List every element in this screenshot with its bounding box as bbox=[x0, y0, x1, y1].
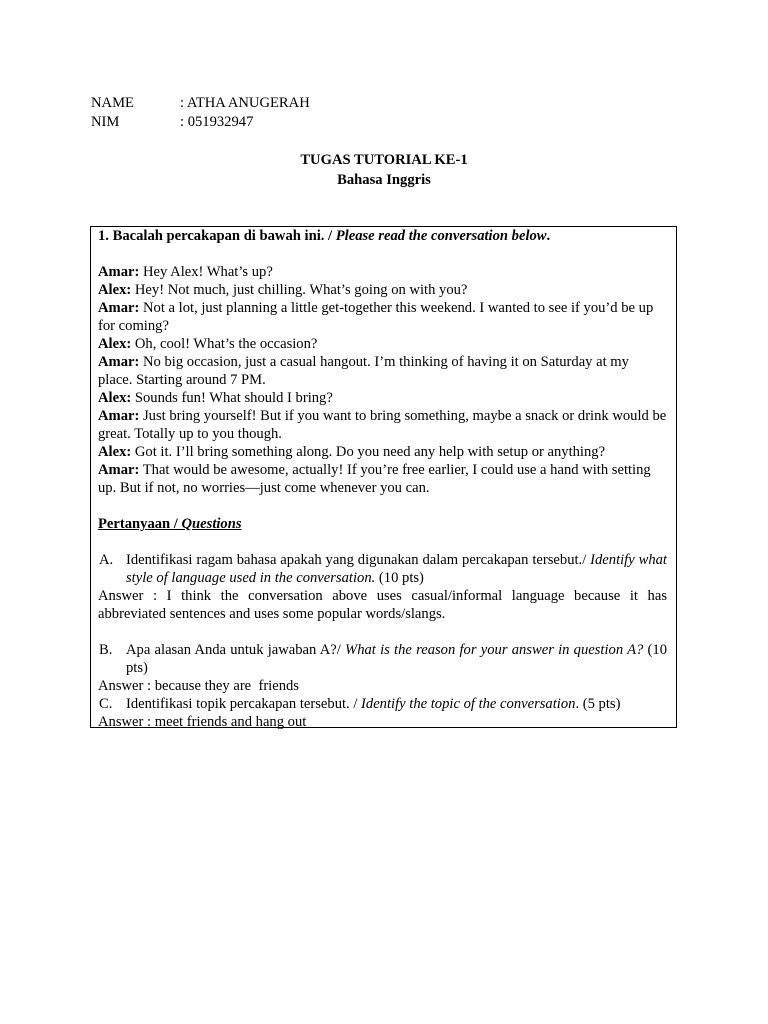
document-title bbox=[0, 150, 768, 190]
question-text-id: Apa alasan Anda untuk jawaban A?/ bbox=[126, 642, 346, 658]
question-text-id: Identifikasi topik percakapan tersebut. / bbox=[126, 696, 362, 712]
question-text bbox=[126, 641, 667, 677]
dialogue-text: Just bring yourself! But if you want to bring something, maybe a snack or drink would be great. Totally up to you though. bbox=[98, 408, 667, 442]
instruction-en: Please read the conversation below bbox=[335, 228, 547, 244]
spacer bbox=[98, 533, 667, 551]
question-letter: C. bbox=[99, 696, 113, 712]
question-text-en: What is the reason for your answer in question A? bbox=[345, 642, 644, 658]
question-b bbox=[98, 641, 667, 677]
speaker: Alex: bbox=[98, 444, 132, 460]
title-line-1: TUGAS TUTORIAL KE-1 bbox=[300, 152, 468, 168]
dialogue-line bbox=[98, 443, 667, 461]
question-a bbox=[98, 551, 667, 587]
dialogue-line bbox=[98, 461, 667, 497]
question-text bbox=[126, 551, 667, 587]
dialogue-text: That would be awesome, actually! If you’re free earlier, I could use a hand with setting up. But if not, no worries—just come whenever you can. bbox=[98, 462, 651, 496]
spacer bbox=[98, 497, 667, 515]
question-points: (10 pts) bbox=[375, 570, 424, 586]
dialogue-text: Hey! Not much, just chilling. What’s going on with you? bbox=[131, 282, 468, 298]
nim-value: : 051932947 bbox=[180, 114, 254, 130]
name-value: : ATHA ANUGERAH bbox=[180, 95, 310, 111]
speaker: Alex: bbox=[98, 390, 132, 406]
title-line-2: Bahasa Inggris bbox=[337, 172, 431, 188]
spacer bbox=[98, 623, 667, 641]
speaker: Amar: bbox=[98, 462, 140, 478]
dialogue-text: Oh, cool! What’s the occasion? bbox=[131, 336, 318, 352]
speaker: Alex: bbox=[98, 336, 132, 352]
dialogue-text: Sounds fun! What should I bring? bbox=[131, 390, 333, 406]
questions-heading bbox=[98, 515, 667, 533]
question-letter: A. bbox=[99, 552, 114, 568]
question-points: . (5 pts) bbox=[575, 696, 621, 712]
question-letter: B. bbox=[99, 642, 113, 658]
answer-a: Answer : I think the conversation above uses casual/informal language because it has abbreviated sentences and uses some popular words/slangs. bbox=[98, 588, 667, 622]
spacer bbox=[98, 245, 667, 263]
name-label: NAME bbox=[91, 95, 134, 111]
assignment-box bbox=[90, 226, 677, 728]
dialogue-line bbox=[98, 407, 667, 443]
speaker: Alex: bbox=[98, 282, 132, 298]
dialogue-text: Got it. I’ll bring something along. Do you need any help with setup or anything? bbox=[131, 444, 606, 460]
question-text bbox=[126, 695, 667, 713]
question-text-id: Identifikasi ragam bahasa apakah yang digunakan dalam percakapan tersebut./ bbox=[126, 552, 591, 568]
instruction-end: . bbox=[546, 228, 551, 244]
answer-c: Answer : meet friends and hang out bbox=[98, 714, 307, 730]
questions-heading-id: Pertanyaan / bbox=[98, 516, 182, 532]
instruction-id: 1. Bacalah percakapan di bawah ini. / bbox=[98, 228, 336, 244]
question-text-en: Identify the topic of the conversation bbox=[361, 696, 576, 712]
question-points: (10 pts) bbox=[126, 642, 667, 676]
speaker: Amar: bbox=[98, 408, 140, 424]
dialogue-line bbox=[98, 389, 667, 407]
dialogue-text: Not a lot, just planning a little get-together this weekend. I wanted to see if you’d be up for coming? bbox=[98, 300, 654, 334]
speaker: Amar: bbox=[98, 354, 140, 370]
dialogue-text: No big occasion, just a casual hangout. I’m thinking of having it on Saturday at my place. Starting around 7 PM. bbox=[98, 354, 629, 388]
answer-b: Answer : because they are friends bbox=[98, 678, 299, 694]
name-row bbox=[91, 94, 491, 113]
questions-heading-en: Questions bbox=[181, 516, 242, 532]
dialogue-line bbox=[98, 353, 667, 389]
nim-label: NIM bbox=[91, 114, 120, 130]
dialogue-text: Hey Alex! What’s up? bbox=[139, 264, 273, 280]
student-info bbox=[91, 94, 491, 132]
speaker: Amar: bbox=[98, 264, 140, 280]
speaker: Amar: bbox=[98, 300, 140, 316]
question-c bbox=[98, 695, 667, 713]
dialogue-line bbox=[98, 299, 667, 335]
dialogue-line bbox=[98, 335, 667, 353]
dialogue-line bbox=[98, 263, 667, 281]
nim-row bbox=[91, 113, 491, 132]
dialogue-line bbox=[98, 281, 667, 299]
conversation bbox=[98, 263, 667, 497]
question-text-en: Identify what style of language used in the conversation. bbox=[126, 552, 667, 586]
task-instruction bbox=[98, 227, 667, 245]
